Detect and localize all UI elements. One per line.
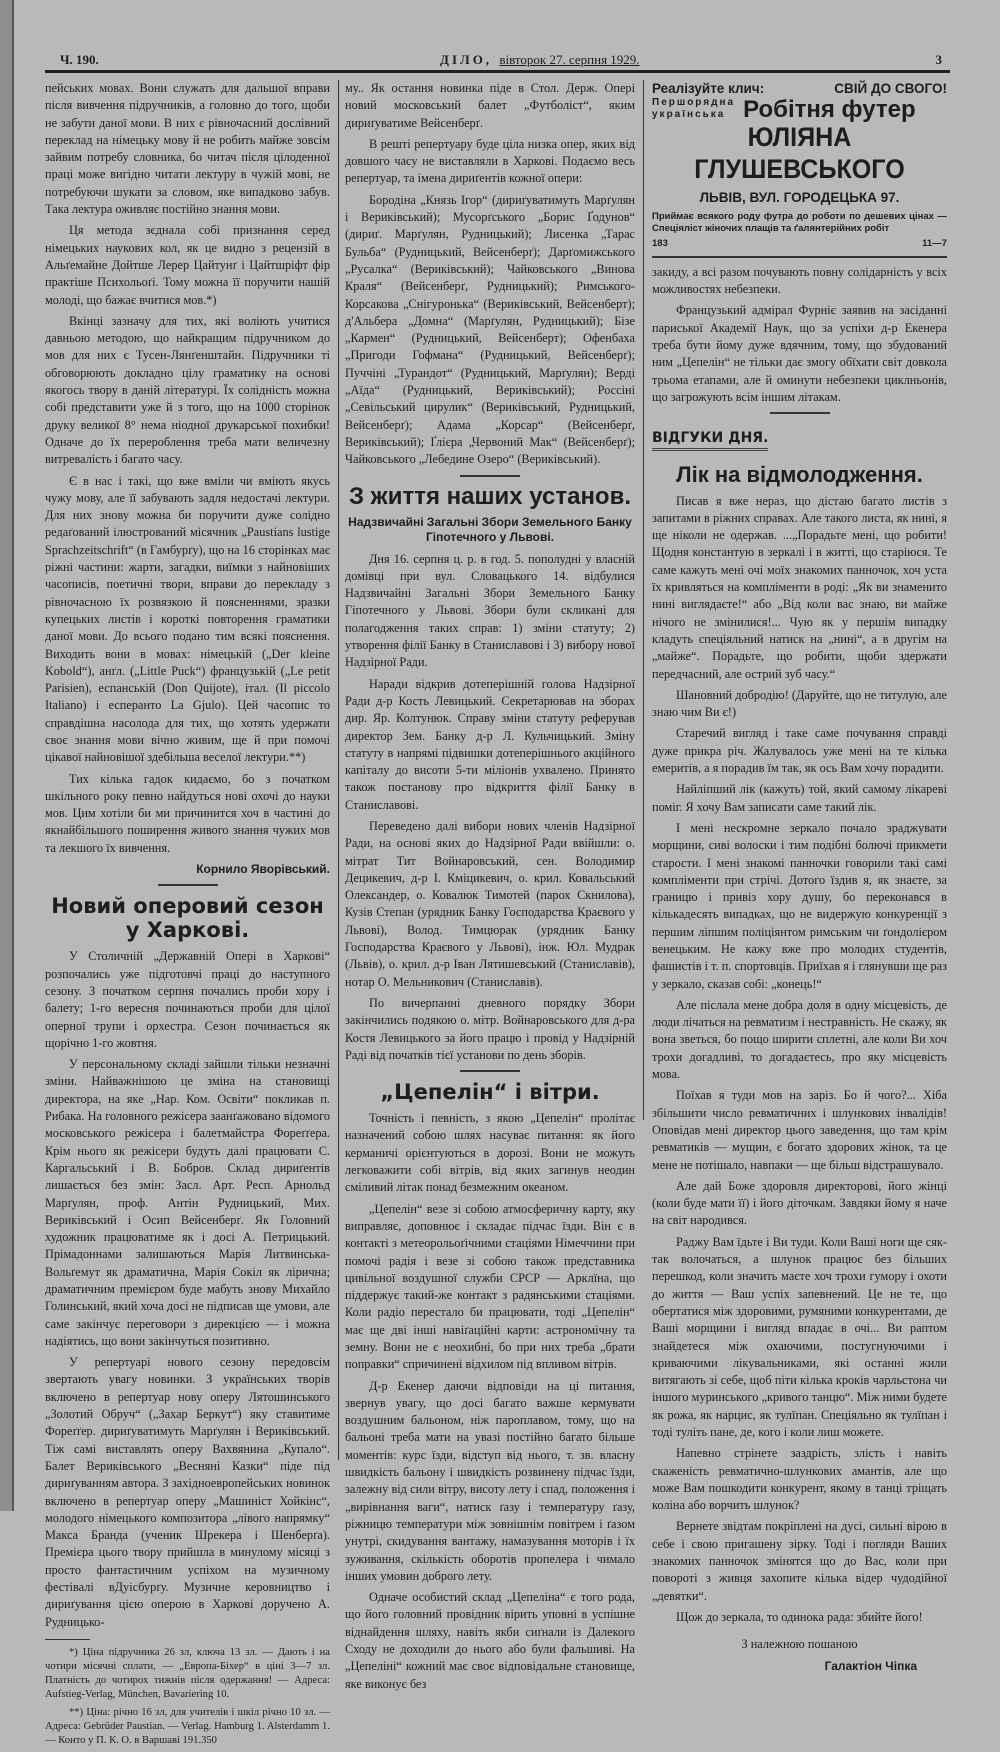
separator — [770, 412, 830, 414]
paragraph: У репертуарі нового сезону передовсім звертають увагу новинки. З українських творів включено в репертуар нову оперу Лятошинського „Золотий Обруч“ („Захар Беркут“) яку ставитиме Фореґґер. дириґуватимуть Марґулян і Вериківський. Тіж самі виставлять оперу Вахвянина „Купало“. Балет Вериківського „Весняні Казки“ піде під дириґуванням автора. З західноевропейських новинок включено в репертуар оперу „Машиніст Хойкінс“, молодого німецького композитора „лівого напрямку“ Макса Бранда (ученик Шрекера і Шенберґа). Премієра цього твору прийшла в минулому місяці з просто фантастичним успіхом на музичному фестівалі вДуісбурґу. Музичне керовництво і дириґування цією оперою в Харкові доручено А. Рудницько- — [45, 1355, 330, 1629]
paragraph: Вкінці зазначу для тих, які воліють учитися давньою методою, що найкращим підручником до мов для них є Тусен-Лянґенштайн. Підручники ті обговорюють докладно цілу граматику на основі якогось твору в даній літературі. Їх солідність можна собі представити уже й з того, що на 1000 сторінок друку великої 8° нема ніодної друкарської похибки! Одначе до їх перероблення треба мати величезну витревалість і багато часу. — [45, 313, 330, 467]
article-zeppelin — [345, 1080, 635, 1693]
ad-code: 11—7 — [922, 237, 947, 249]
issue-number: Ч. 190. — [60, 52, 99, 67]
footnote: *) Ціна підручника 26 зл, ключа 13 зл. — Дають і на чотири місячні сплати, — „Европа-Біхер“ в ціні 3—7 зл. Платність до чотирох тижнів після одержання! — Адреса: Aufstieg-Verlag, München, Bavariering 10. — [45, 1646, 330, 1700]
paragraph: Але післала мене добра доля в одну місцевість, де люди лічаться на ревматизм і нестравність. Не скажу, як вона зветься, бо пощо ширити сплетні, але коли Ви хоч трохи догадливі, то догадаєтесь, про яку місцевість мова. — [652, 997, 947, 1082]
ad-code: 183 — [652, 237, 668, 249]
ad-shop-row — [652, 97, 947, 121]
paragraph: В решті репертуару буде ціла низка опер, яких від довшого часу не виставляли в Харкові. Подаємо весь репертуар, та імена дириґентів кожної опери: — [345, 136, 635, 186]
issue-date: вівторок 27. серпня 1929. — [499, 52, 640, 67]
column-2 — [345, 80, 635, 1697]
newspaper-title: ДІЛО, — [440, 52, 493, 67]
paragraph: Ця метода зєднала собі признання серед німецьких наукових кол, як це видно з рецензій в Альґемайне Дойтше Лерер Цайтунґ і Цайтшріфт фір практіше Психольоґі. Тому можна її поручити нашій молоді, що бажає вчитися мов.*) — [45, 223, 330, 307]
fur-workshop-advertisement — [652, 80, 947, 258]
page-binding-edge — [0, 0, 12, 1511]
article-headline: З життя наших установ. — [348, 482, 632, 510]
paragraph: У Столичній „Державній Опері в Харкові“ розпочались уже підготовчі праці до наступного сезону. З початком серпня почались проби хору і балету; 1-го вересня починаються проби для цілої оперної трупи і орхестра. Сезон починається як щорічно 1-го жовтня. — [45, 949, 330, 1050]
article-opera-season — [45, 894, 330, 1631]
article-subheadline: Надзвичайні Загальні Збори Земельного Банку Гіпотечного у Львові. — [348, 514, 632, 544]
paragraph: Але дай Боже здоровля директорові, його жінці (коли буде мати її) і його діточкам. Завдяки йому я наче на світ народився. — [652, 1178, 947, 1228]
page-binding-line — [12, 0, 14, 1511]
article-feuilleton — [652, 420, 947, 1675]
paragraph: Одначе особистий склад „Цепеліна“ є того рода, що його головний провідник вірить уповні в успішне віднайдення шляху, навіть якби сиґнали із Далекого Сходу не доходили до нього або були фальшиві. На „Цепеліні“ кожний має своє відповідальне становище, яке виконує без — [345, 1590, 635, 1691]
masthead — [440, 52, 640, 68]
ad-call: Реалізуйте клич: — [652, 81, 765, 96]
ad-small-line: Першорядна — [652, 97, 736, 109]
header-rule — [45, 70, 950, 73]
ad-slogan: СВІЙ ДО СВОГО! — [834, 81, 947, 96]
column-1 — [45, 80, 330, 1752]
closing-greeting: З належною пошаною — [741, 1637, 858, 1652]
separator — [460, 475, 520, 477]
paragraph: У персональному складі зайшли тільки незначні зміни. Найважнішою це зміна на становищі директора, на яке „Нар. Ком. Освіти“ покликав п. Рибака. На головного режісера заанґажовано відомого московського режісера і балетмайстра Фореґґера. Крім нього як режісери будуть далі працювати С. Каргальський і В. Бобров. Склад дириґентів лишається без змін: Засл. Арт. Респ. Арнольд Марґулян, проф. Антін Рудницький, Мих. Вериківський і Осип Вейсенберґ. Як Головний художник працюватиме як і досі А. Петрицький. Прімадоннами залишаються Марія Литвинська-Вольґемут як драматична, Марія Сокіл як лірична; драматичним премієром буде мабуть знову Михайло Голинський, який хоча досі не підписав ще умови, але саме закінчує переговори з дирекцією — і можна надіятись, що вони закінчуться позитивно. — [45, 1057, 330, 1348]
separator — [158, 884, 218, 886]
author-signature: Корнило Яворівський. — [196, 862, 330, 877]
paragraph: Бородіна „Князь Ігор“ (дириґуватимуть Марґулян і Вериківський); Мусорґського „Борис Ґодунов“ (дириґ. Марґулян, Рудницький); Лисенка „Тарас Бульба“ (Рудницький, Вейсенберґ); Дарґомижського „Русалка“ (Вериківський); Чайковського „Винова Краля“ (Вейсенберґ, Рудницький); Римського-Корсакова „Снігуронька“ (Вериківський, Вейсенберт); д'Альбера „Домна“ (Марґулян, Рудницький); Бізе „Кармен“ (Рудницький, Вейсенберт); Офенбаха „Пригоди Гофмана“ (Рудницький, Вейсенберґ); Пуччіні „Турандот“ (Рудницький, Марґулян); Верді „Аїда“ (Рудницький, Вериківський); Россіні „Севільський цирулик“ (Вериківський, Рудницький, Вейсенберґ); Адама „Корсар“ (Вейсенберґ, Вериківський); Ґлієра „Червоний Мак“ (Вейсенберґ); Чайковського „Лебедине Озеро“ (Вериківський). — [345, 192, 635, 467]
paragraph: Вернете звідтам покріплені на дусі, сильні вірою в себе і свою пригашену зірку. Тоді і погляди Ваших знакомих панночок змінятся що до Вас, коли при повороті з живця захопите кілька відер чудодійної „девятки“. — [652, 1519, 947, 1603]
paragraph: Д-р Екенер даючи відповіди на ці питання, звернув увагу, що досі багато важше кермувати воздушним бальоном, ніж пароплавом, тому, що на бальоні треба мати на увазі постійно багато більше моментів: курс їзди, відступ від нього, т. зв. власну швидкість бальону і швидкість розвинену підчас їзди, залежну від сили вітру, висоту лету і спад, положення і „вирівнання ваги“, натиск ґазу і температуру ґазу, ріжницю температури між зовнішнім повітрем і ґазом унутрі, скидування вантажу, намазування моторів і їх зуживання, скількість оборотів пропелера і чимало інших умовин доброго лету. — [345, 1378, 635, 1583]
paragraph: „Цепелін“ везе зі собою атмосферичну карту, яку виправляє, доповнює і складає підчас їзди. Він є в контакті з метеорольоґічними стаціями Німеччини при помочі радія і везе зі собою також представника цивільної воздушної служби СРСР — Арклїна, що піддержує такий-же контакт з радянськими стаціями. Коли радіо перестало би працювати, тоді „Цепелін“ має ще дві інші навіґаційні карти: астрономічну та земну. Вони не є неохибні, бо при них треба „брати поправки“ спричинені відхилом під впливом вітрів. — [345, 1201, 635, 1372]
column-divider — [338, 80, 339, 1460]
ad-description: Приймає всякого роду футра до роботи по дешевих цінах — Спеціяліст жіночих плащів та ґалянтерійних робіт — [652, 210, 947, 234]
ad-small-line: українська — [652, 109, 726, 121]
column-divider — [643, 80, 644, 1120]
article-headline: Лік на відмолодження. — [676, 461, 923, 487]
paragraph: Старечий вигляд і таке саме почування справді дуже прикра річ. Жалувалось уже мені на те кілька емеритів, а я порадив їм так, як ось Вам хочу порадити. — [652, 726, 947, 776]
column-3 — [652, 80, 947, 1681]
article-bank-meeting — [345, 483, 635, 1065]
paragraph: Раджу Вам їдьте і Ви туди. Коли Ваші ноги ще сяк-так волочаться, а шлунок працює без більших перешкод, коли значить маєте хоч трохи гумору і охоти до життя — Ваш успіх запевнений. Це не те, що обертатися між здоровими, румяними конкурентами, де Ваші морщини і вигляд впадає в очі... Ви раптом знайдетеся між охаючими, постугнуючими і криваючими лікувальниками, які останні жили витягають зі себе, щоб піти кілька кроків чарльстона чи іншого муринського „кривого танцю“. Між ними будете як рожа, як нарцис, як тулїпан. Спеціяльно як тулїпан і тоді туліть пане, де, кого і коли лиш можете. — [652, 1234, 947, 1439]
paragraph: По вичерпанні дневного порядку Збори закінчились подякою о. мітр. Войнаровського для д-ра Костя Левицького за його працю і провід у Надзірній Раді від початків тієї установи по день зборів. — [345, 995, 635, 1062]
article-language-study — [45, 80, 330, 878]
paragraph: Тих кілька гадок кидаємо, бо з початком шкільного року певно найдуться нові охочі до науки мов. Цим хотіли би ми причинится хоч в частині до якнайбільшого поширення живого знання чужих мов та лекшого їх вивчення. — [45, 771, 330, 855]
paragraph: Французький адмірал Фурніє заявив на засіданні париської Академії Наук, що за успіхи д-р Екенера треба бути йому дуже вдячним, тому, що збудований ним „Цепелін“ не тільки дає змогу обїхати світ довкола трьома етапами, але й оминути небезпеки циклньонів, що загрожують всім іншим літакам. — [652, 303, 947, 404]
footnote-rule — [45, 1639, 90, 1640]
paragraph: Писав я вже нераз, що дістаю багато листів з запитами в ріжних справах. Але такого листа, як нині, я ще ніколи не одержав. ...„Порадьте мені, що робити! Щодня константую в зеркалі і в житті, що старіюся. Те саме кажуть мені очі моїх знакомих панночок, хоч уста їх кривляться на компліменти в роді: „Як ви знаменито нині виглядаєте!“ або „Від коли вас знаю, ви майже нічого не змінилися!... Чую як у першім випадку кладуть спеціяльний натиск на „нині“, а в другім на „майже“. Порадьте, що робити, щоби здержати передчасний, але острий зуб часу.“ — [652, 493, 947, 681]
paragraph: Найліпший лік (кажуть) той, який самому лікареві поміг. Я хочу Вам записати саме такий лік. — [652, 782, 947, 814]
article-headline: „Цепелін“ і вітри. — [380, 1080, 600, 1105]
paragraph: Переведено далі вибори нових членів Надзірної Ради, на основі яких до Надзірної Ради ввійшли: о. мітрат Тит Войнаровський, сен. Володимир Децикевич, д-р І. Кміцикевич, о. крил. Ковальський Олександер, о. Ковалюк Тимотей (парох Скнилова), Кузів Степан (урядник Банку Господарства Краєвого у Львові), Волод. Тимцюрак (урядник Банку Господарства Краєвого у Львові), інж. Юл. Мудрак (Львів), о. крил. д-р Іван Лятишевський (Станиславів), нотар О. Мельникович (Станиславів). — [345, 818, 635, 989]
ad-codes — [652, 235, 947, 252]
paragraph: закиду, а всі разом почувають повну солідарність у всіх можливостях небезпеки. — [652, 264, 947, 297]
paragraph: Напевно стрінете заздрість, злість і навіть скаженість ревматично-шлункових амантів, але що може Вам пошкодити конкурент, якому в танці тріщать коліна або ворчить шлунок? — [652, 1446, 947, 1513]
separator — [460, 1070, 520, 1072]
ad-address: ЛЬВІВ, ВУЛ. ГОРОДЕЦЬКА 97. — [699, 190, 900, 206]
paragraph: Точність і певність, з якою „Цепелін“ пролітає назначений собою шлях насуває питання: як його керманичі орієнтуються в дорозі. Вони не можуть легковажити собі вітрів, від яких загинув неодин сміливий літак понад безмежним океаном. — [345, 1111, 635, 1195]
article-headline: Новий оперовий сезон у Харкові. — [51, 894, 324, 943]
paragraph: І мені нескромне зеркало почало зраджувати морщини, сиві волоски і тим подібні болючі прикмети старости. І мені знакомі панночки говорили такі самі компліменти при стрічі. Дотого їздив я, як знаєте, за границю і привіз хору душу, бо переконався в кількадесять випадках, що не видержую конкуренції з першим ліпшим поліціянтом римським чи ґондолієром венецьким. Не кажу вже про молодих студентів, фашистів і т. п. спортовців. Приїхав я і глянувши ще раз у зеркало, сказав собі: „конець!“ — [652, 820, 947, 991]
ad-shop-name: Робітня футер — [743, 95, 916, 123]
paragraph: Щож до зеркала, то одинока рада: збийте його! — [676, 1609, 923, 1624]
ad-owner-name: ЮЛІЯНА ГЛУШЕВСЬКОГО — [694, 122, 905, 185]
author-signature: Галактіон Чіпка — [824, 1658, 917, 1673]
paragraph: Наради відкрив дотеперішній голова Надзірної Ради д-р Кость Левицький. Секретарював на зборах дир. Яр. Колтунюк. Справу зміни статуту реферував директор Зем. Банку д-р Л. Кульчицький. Зміну статуту в напрямі підвишки дотеперішнього акційного капіталу до висоти 5-ти міліонів ухвалено. Принято також постанову про відкриття філії Банку в Станиславові. — [345, 676, 635, 812]
paragraph: му.. Як остання новинка піде в Стол. Держ. Опері новий московський балет „Футболіст“, яким дириґуватиме Вейсенберґ. — [345, 81, 635, 130]
footnote: **) Ціна: річно 16 зл, для учителів і шкіл річно 10 зл. — Адреса: Gebrüder Paustian. — Verlag. Hamburg 1. Alsterdamm 1. — Конто у П. К. О. в Варшаві 191.350 — [45, 1706, 330, 1746]
ad-slogan-row — [652, 80, 947, 97]
page-number: 3 — [935, 52, 942, 67]
ad-small-text — [652, 97, 735, 121]
rubric-label: ВІДГУКИ ДНЯ. — [652, 430, 768, 450]
masthead-line — [45, 52, 950, 70]
paragraph: Дня 16. серпня ц. р. в год. 5. пополудні у власній домівці при вул. Словацького 14. відбулися Надзвичайні Загальні Збори Земельного Банку Гіпотечного у Львові. Збори були скликані для полагодження таких справ: 1) зміни статуту; 2) утворення філії Банку в Станиславові і 3) вибору нової Надзірної Ради. — [345, 551, 635, 670]
paragraph: Є в нас і такі, що вже вміли чи вміють якусь чужу мову, але її забувають задля недостачі лектури. Для них знову можна би поручити дуже солідно редаґований ілюстрований місячник „Paustians lustige Sprachzeitschrift“ (в Гамбурґу), що на 16 сторінках має ріжні частини: жарти, загадки, виїмки з найновіших часописів, поетичні твори, вправи до перекладу з рівночасною їх розвязкою й поясненнями, зразки купецьких листів і короткі повторення граматики даної мови. До всього подано тим всякі пояснення. Виходить вони в мовах: німецькій („Der kleine Kobold“), анґл. („Little Puck“) французькій („Le petit Parisien), еспанській (Don Quijote), італ. (Il piccolo Italiano) і есперанто La Gjulo). Цей часопис то справдішна насолода для тих, що хотять удержати своє знання мови вічно живим, ще й при помочі цікавої найновішої здебільша веселої лектури.**) — [45, 473, 330, 765]
paragraph: Шановний добродію! (Даруйте, що не титулую, але знаю чим Ви є!) — [652, 687, 947, 720]
paragraph: Поїхав я туди мов на заріз. Бо й чого?... Хіба збільшити число ревматичних і шлункових інвалідів! Оповідав мені директор цього заведення, що там крім ревматиків — мущин, є богато здорових жінок, та це мене не потішало, навпаки — ще більш відстрашувало. — [652, 1088, 947, 1172]
paragraph: пейських мовах. Вони служать для дальшої вправи після вивчення підручників, а головно до того, щоби не забути даної мови. В них є рівночасний дослівний переклад на німецьку мову й не робить майже зовсім зайвим потребу словника, бо читач після цілоденної праці може вигідно читати лектуру в чужій мові, не потребуючи шукати за словом, яке випадково забув. Така лектура оживляє постійно знання мови. — [45, 81, 330, 217]
